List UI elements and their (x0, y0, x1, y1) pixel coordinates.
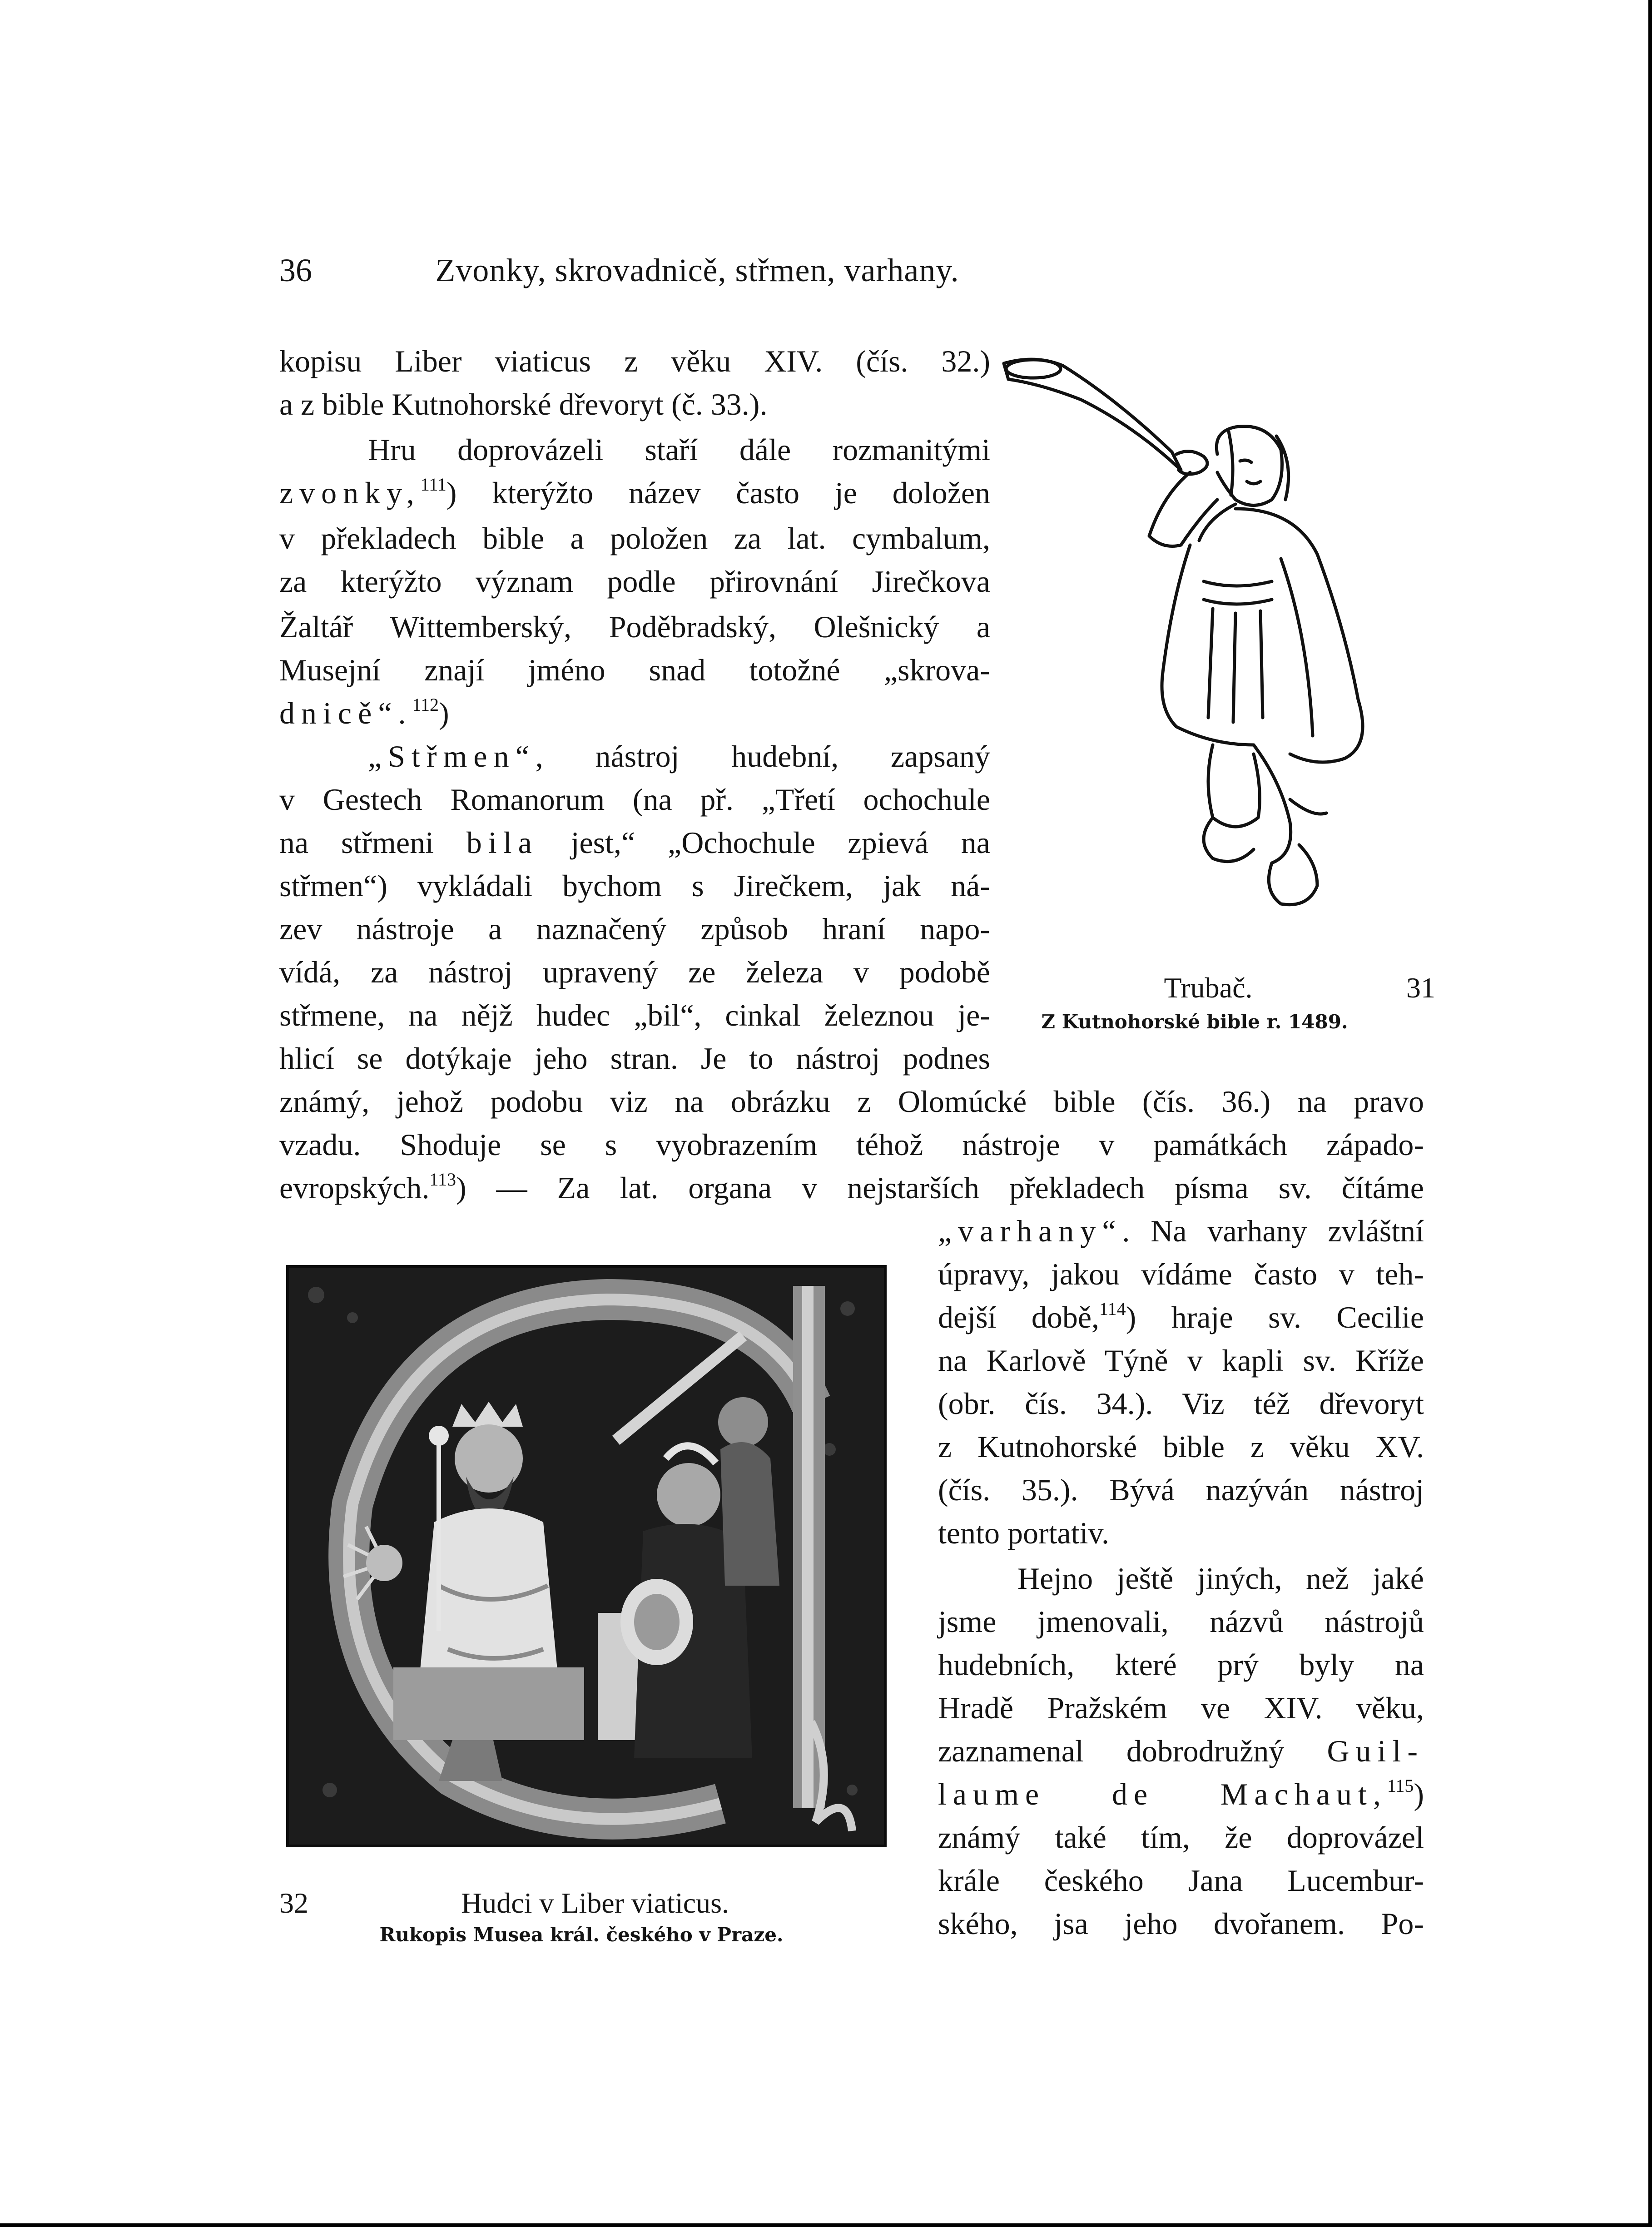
text-line-33: zaznamenal dobrodružný Guil- (938, 1734, 1424, 1768)
text-line-10: „Střmen“, nástroj hudební, zapsaný (368, 739, 990, 774)
text-line-8: Musejní znají jméno snad totožné „skrova- (279, 653, 990, 687)
text-line-6: za kterýžto význam podle přirovnání Jirečkova (279, 564, 990, 599)
text-line-30: jsme jmenovali, názvů nástrojů (938, 1604, 1424, 1639)
figure-31-number: 31 (1406, 972, 1435, 1004)
text-line-21: „varhany“. Na varhany zvláštní (938, 1214, 1424, 1248)
figure-31-source: Z Kutnohorské bible r. 1489. (1041, 1011, 1348, 1033)
text-line-27: (čís. 35.). Bývá nazýván nástroj (938, 1473, 1424, 1507)
text-line-17: hlicí se dotýkaje jeho stran. Je to nástroj podnes (279, 1041, 990, 1076)
text-line-7: Žaltář Wittemberský, Poděbradský, Olešnický a (279, 610, 990, 644)
text-line-9: dnicě“.$^{112}$) (279, 694, 449, 730)
text-line-18: známý, jehož podobu viz na obrázku z Olomúcké bible (čís. 36.) na pravo (279, 1084, 1424, 1119)
illumination-image (289, 1268, 884, 1845)
page-header (279, 248, 1115, 293)
text-line-5: v překladech bible a položen za lat. cymbalum, (279, 521, 990, 556)
text-line-37: ského, jsa jeho dvořanem. Po- (938, 1906, 1424, 1941)
text-line-13: střmen“) vykládali bychom s Jirečkem, jak ná- (279, 868, 990, 903)
text-line-32: Hradě Pražském ve XIV. věku, (938, 1691, 1424, 1725)
text-line-14: zev nástroje a naznačený způsob hraní napo- (279, 912, 990, 946)
text-line-29: Hejno ještě jiných, než jaké (1017, 1561, 1424, 1596)
figure-32-title: Hudci v Liber viaticus. (461, 1887, 729, 1919)
text-line-25: (obr. čís. 34.). Viz též dřevoryt (938, 1386, 1424, 1421)
text-line-28: tento portativ. (938, 1516, 1110, 1550)
illumination-figure (286, 1265, 887, 1847)
text-line-34: laume de Machaut,$^{115}$) (938, 1776, 1424, 1811)
text-line-35: známý také tím, že doprovázel (938, 1820, 1424, 1855)
page-number: 36 (279, 252, 312, 288)
figure-32-source: Rukopis Musea král. českého v Praze. (379, 1924, 784, 1946)
text-line-19: vzadu. Shoduje se s vyobrazením téhož nástroje v památkách západo- (279, 1127, 1424, 1162)
text-line-26: z Kutnohorské bible z věku XV. (938, 1429, 1424, 1464)
text-line-2: a z bible Kutnohorské dřevoryt (č. 33.). (279, 387, 768, 422)
text-line-24: na Karlově Týně v kapli sv. Kříže (938, 1343, 1424, 1378)
figure-31-title: Trubač. (1164, 972, 1253, 1004)
text-line-4: zvonky,$^{111}$) kterýžto název často je doložen (279, 474, 990, 510)
text-line-16: střmene, na nějž hudec „bil“, cinkal železnou je- (279, 998, 990, 1032)
text-line-1: kopisu Liber viaticus z věku XIV. (čís. 32.) (279, 344, 990, 378)
text-line-22: úpravy, jakou vídáme často v teh- (938, 1257, 1424, 1291)
text-line-31: hudebních, které prý byly na (938, 1647, 1424, 1682)
scan-border-right (1648, 0, 1652, 2227)
text-line-3: Hru doprovázeli staří dále rozmanitými (368, 432, 990, 467)
text-line-11: v Gestech Romanorum (na př. „Třetí ochochule (279, 782, 990, 817)
scan-border-bottom (0, 2223, 1652, 2227)
running-title: Zvonky, skrovadnicě, střmen, varhany. (435, 252, 959, 288)
text-line-36: krále českého Jana Lucembur- (938, 1863, 1424, 1898)
text-line-20: evropských.$^{113}$) — Za lat. organa v nejstarších překladech písma sv. čítáme (279, 1169, 1424, 1205)
text-line-15: vídá, za nástroj upravený ze železa v podobě (279, 955, 990, 989)
text-line-12: na střmeni bila jest,“ „Ochochule zpievá na (279, 825, 990, 860)
text-line-23: dejší době,$^{114}$) hraje sv. Cecilie (938, 1299, 1424, 1334)
figure-32-number: 32 (279, 1887, 308, 1919)
trumpeter-figure (999, 345, 1435, 958)
